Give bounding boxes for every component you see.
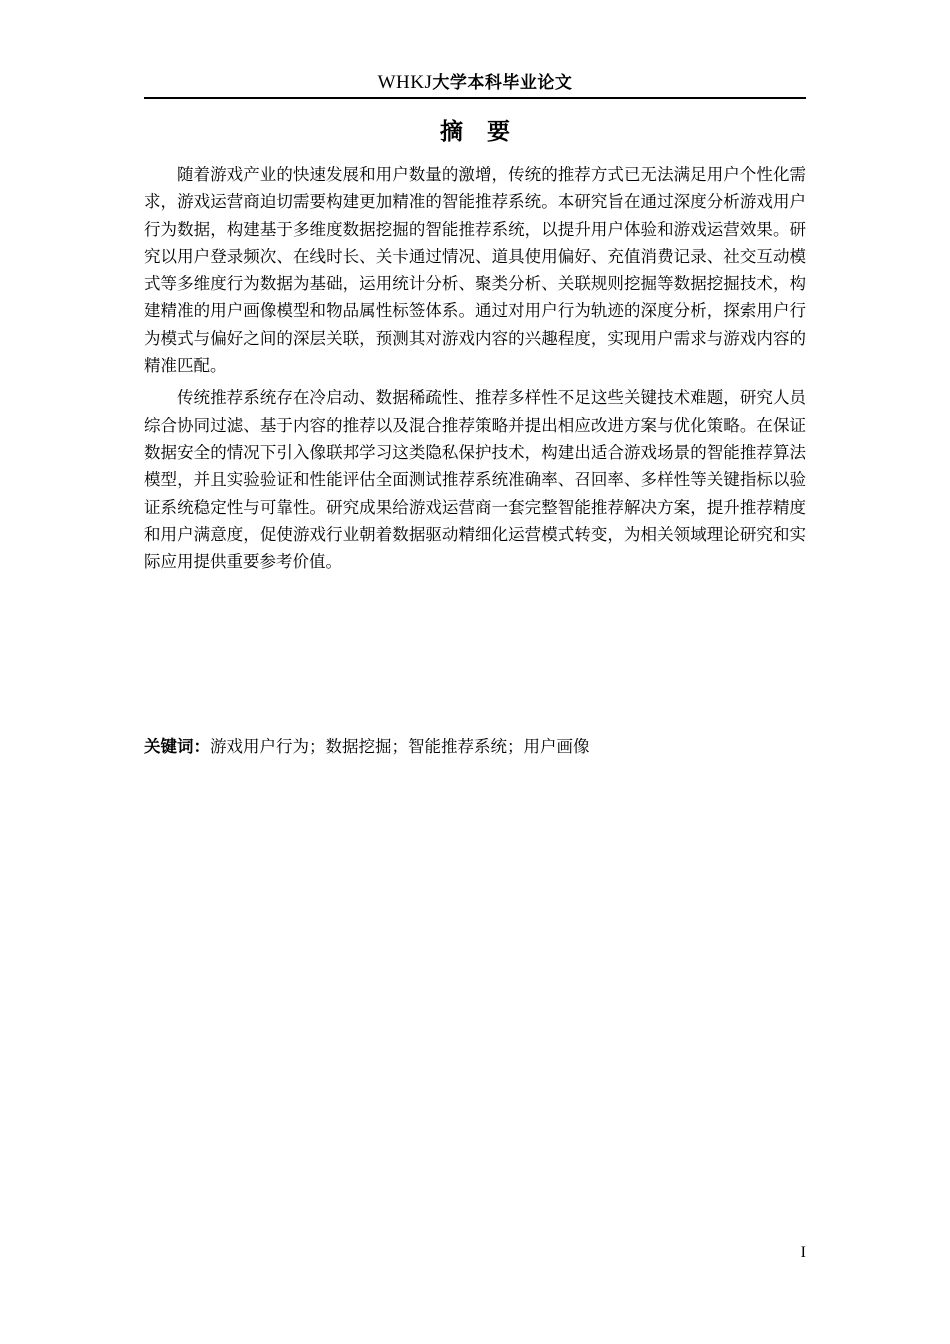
header-title: 大学本科毕业论文 xyxy=(432,73,573,93)
keywords-label: 关键词： xyxy=(144,737,210,756)
header-brand: WHKJ xyxy=(377,72,433,93)
abstract-paragraph-2: 传统推荐系统存在冷启动、数据稀疏性、推荐多样性不足这些关键技术难题，研究人员综合协同过滤、基于内容的推荐以及混合推荐策略并提出相应改进方案与优化策略。在保证数据安全的情况下引入像联邦学习这类隐私保护技术，构建出适合游戏场景的智能推荐算法模型，并且实验验证和性能评估全面测试推荐系统准确率、召回率、多样性等关键指标以验证系统稳定性与可靠性。研究成果给游戏运营商一套完整智能推荐解决方案，提升推荐精度和用户满意度，促使游戏行业朝着数据驱动精细化运营模式转变，为相关领域理论研究和实际应用提供重要参考价值。 xyxy=(144,388,806,572)
abstract-heading: 摘要 xyxy=(440,119,534,145)
abstract-body xyxy=(144,161,806,580)
keywords xyxy=(144,734,806,760)
page-number: I xyxy=(800,1244,806,1261)
abstract-paragraph-1: 随着游戏产业的快速发展和用户数量的激增，传统的推荐方式已无法满足用户个性化需求，游戏运营商迫切需要构建更加精准的智能推荐系统。本研究旨在通过深度分析游戏用户行为数据，构建基于多维度数据挖掘的智能推荐系统，以提升用户体验和游戏运营效果。研究以用户登录频次、在线时长、关卡通过情况、道具使用偏好、充值消费记录、社交互动模式等多维度行为数据为基础，运用统计分析、聚类分析、关联规则挖掘等数据挖掘技术，构建精准的用户画像模型和物品属性标签体系。通过对用户行为轨迹的深度分析，探索用户行为模式与偏好之间的深层关联，预测其对游戏内容的兴趣程度，实现用户需求与游戏内容的精准匹配。 xyxy=(144,165,806,376)
running-header xyxy=(144,70,806,96)
keywords-value: 游戏用户行为；数据挖掘；智能推荐系统；用户画像 xyxy=(210,737,590,756)
header-rule xyxy=(144,97,806,99)
